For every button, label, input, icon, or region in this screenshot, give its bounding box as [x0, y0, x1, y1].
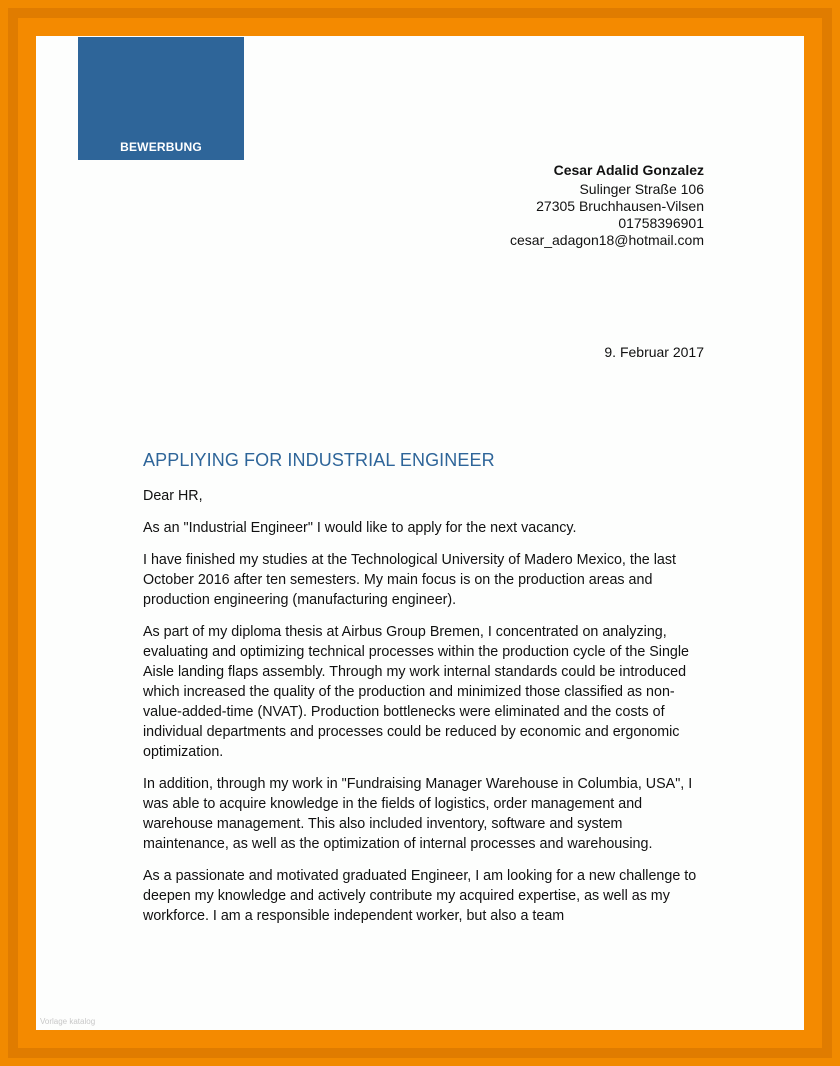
sender-phone: 01758396901 — [618, 215, 704, 231]
salutation: Dear HR, — [143, 488, 203, 504]
letter-page — [36, 36, 804, 1030]
paragraph: In addition, through my work in "Fundraising Manager Warehouse in Columbia, USA", I was able to acquire knowledge in the fields of logistics, order management and warehouse management. This also included inventory, software and system maintenance, as well as the optimization of internal processes and warehousing. — [143, 776, 693, 852]
sender-email: cesar_adagon18@hotmail.com — [510, 232, 704, 248]
sender-city: 27305 Bruchhausen-Vilsen — [536, 198, 704, 214]
paragraph: As an "Industrial Engineer" I would like to apply for the next vacancy. — [143, 520, 577, 536]
bewerbung-logo-box — [78, 37, 244, 160]
paragraph: I have finished my studies at the Technological University of Madero Mexico, the last October 2016 after ten semesters. My main focus is on the production areas and production engineering (manufacturing engineer). — [143, 552, 676, 608]
sender-street: Sulinger Straße 106 — [579, 181, 704, 197]
paragraph: As a passionate and motivated graduated Engineer, I am looking for a new challenge to deepen my knowledge and actively contribute my acquired expertise, as well as my workforce. I am a responsible independent worker, but also a team — [143, 868, 697, 924]
paragraph: As part of my diploma thesis at Airbus Group Bremen, I concentrated on analyzing, evaluating and optimizing technical processes within the production cycle of the Single Aisle landing flaps assembly. Through my work internal standards could be introduced which increased the quality of the production and minimized those classified as non-value-added-time (NVAT). Production bottlenecks were eliminated and the costs of individual departments and processes could be reduced by economic and ergonomic optimization. — [143, 624, 689, 760]
sender-address-block — [510, 162, 704, 249]
sender-name: Cesar Adalid Gonzalez — [553, 162, 704, 178]
letter-subject: APPLIYING FOR INDUSTRIAL ENGINEER — [143, 450, 495, 470]
letter-date: 9. Februar 2017 — [604, 344, 704, 360]
watermark: Vorlage katalog — [40, 1017, 96, 1026]
logo-label: BEWERBUNG — [120, 140, 202, 154]
letter-body — [143, 486, 703, 938]
